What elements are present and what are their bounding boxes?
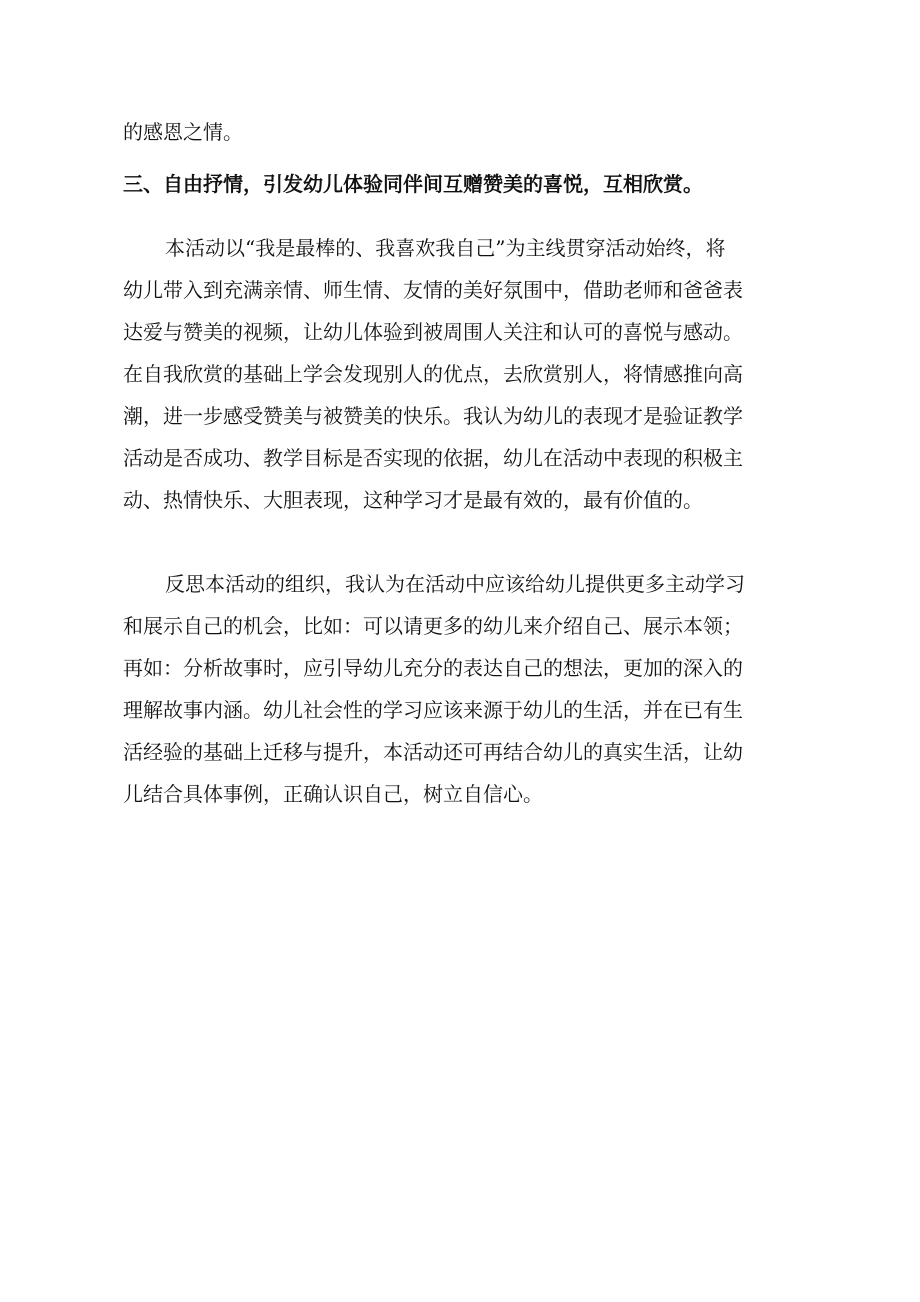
paragraph-line: 反思本活动的组织，我认为在活动中应该给幼儿提供更多主动学习 [165, 572, 745, 596]
paragraph-line: 活经验的基础上迁移与提升，本活动还可再结合幼儿的真实生活，让幼 [123, 740, 743, 764]
paragraph-line: 理解故事内涵。幼儿社会性的学习应该来源于幼儿的生活，并在已有生 [123, 698, 743, 722]
paragraph-line: 和展示自己的机会，比如：可以请更多的幼儿来介绍自己、展示本领； [123, 614, 743, 638]
paragraph-line: 活动是否成功、教学目标是否实现的依据，幼儿在活动中表现的积极主 [123, 446, 743, 470]
continuation-line: 的感恩之情。 [123, 120, 243, 144]
paragraph-line: 动、热情快乐、大胆表现，这种学习才是最有效的，最有价值的。 [123, 488, 703, 512]
paragraph-line: 达爱与赞美的视频，让幼儿体验到被周围人关注和认可的喜悦与感动。 [123, 320, 743, 344]
paragraph-line: 儿结合具体事例，正确认识自己，树立自信心。 [123, 782, 543, 806]
paragraph-line: 潮，进一步感受赞美与被赞美的快乐。我认为幼儿的表现才是验证教学 [123, 404, 743, 428]
paragraph-line: 本活动以“我是最棒的、我喜欢我自己”为主线贯穿活动始终，将 [165, 236, 726, 260]
paragraph-line: 在自我欣赏的基础上学会发现别人的优点，去欣赏别人，将情感推向高 [123, 362, 743, 386]
section-heading: 三、自由抒情，引发幼儿体验同伴间互赠赞美的喜悦，互相欣赏。 [123, 172, 703, 196]
paragraph-line: 再如：分析故事时，应引导幼儿充分的表达自己的想法，更加的深入的 [123, 656, 743, 680]
paragraph-line: 幼儿带入到充满亲情、师生情、友情的美好氛围中，借助老师和爸爸表 [123, 278, 743, 302]
